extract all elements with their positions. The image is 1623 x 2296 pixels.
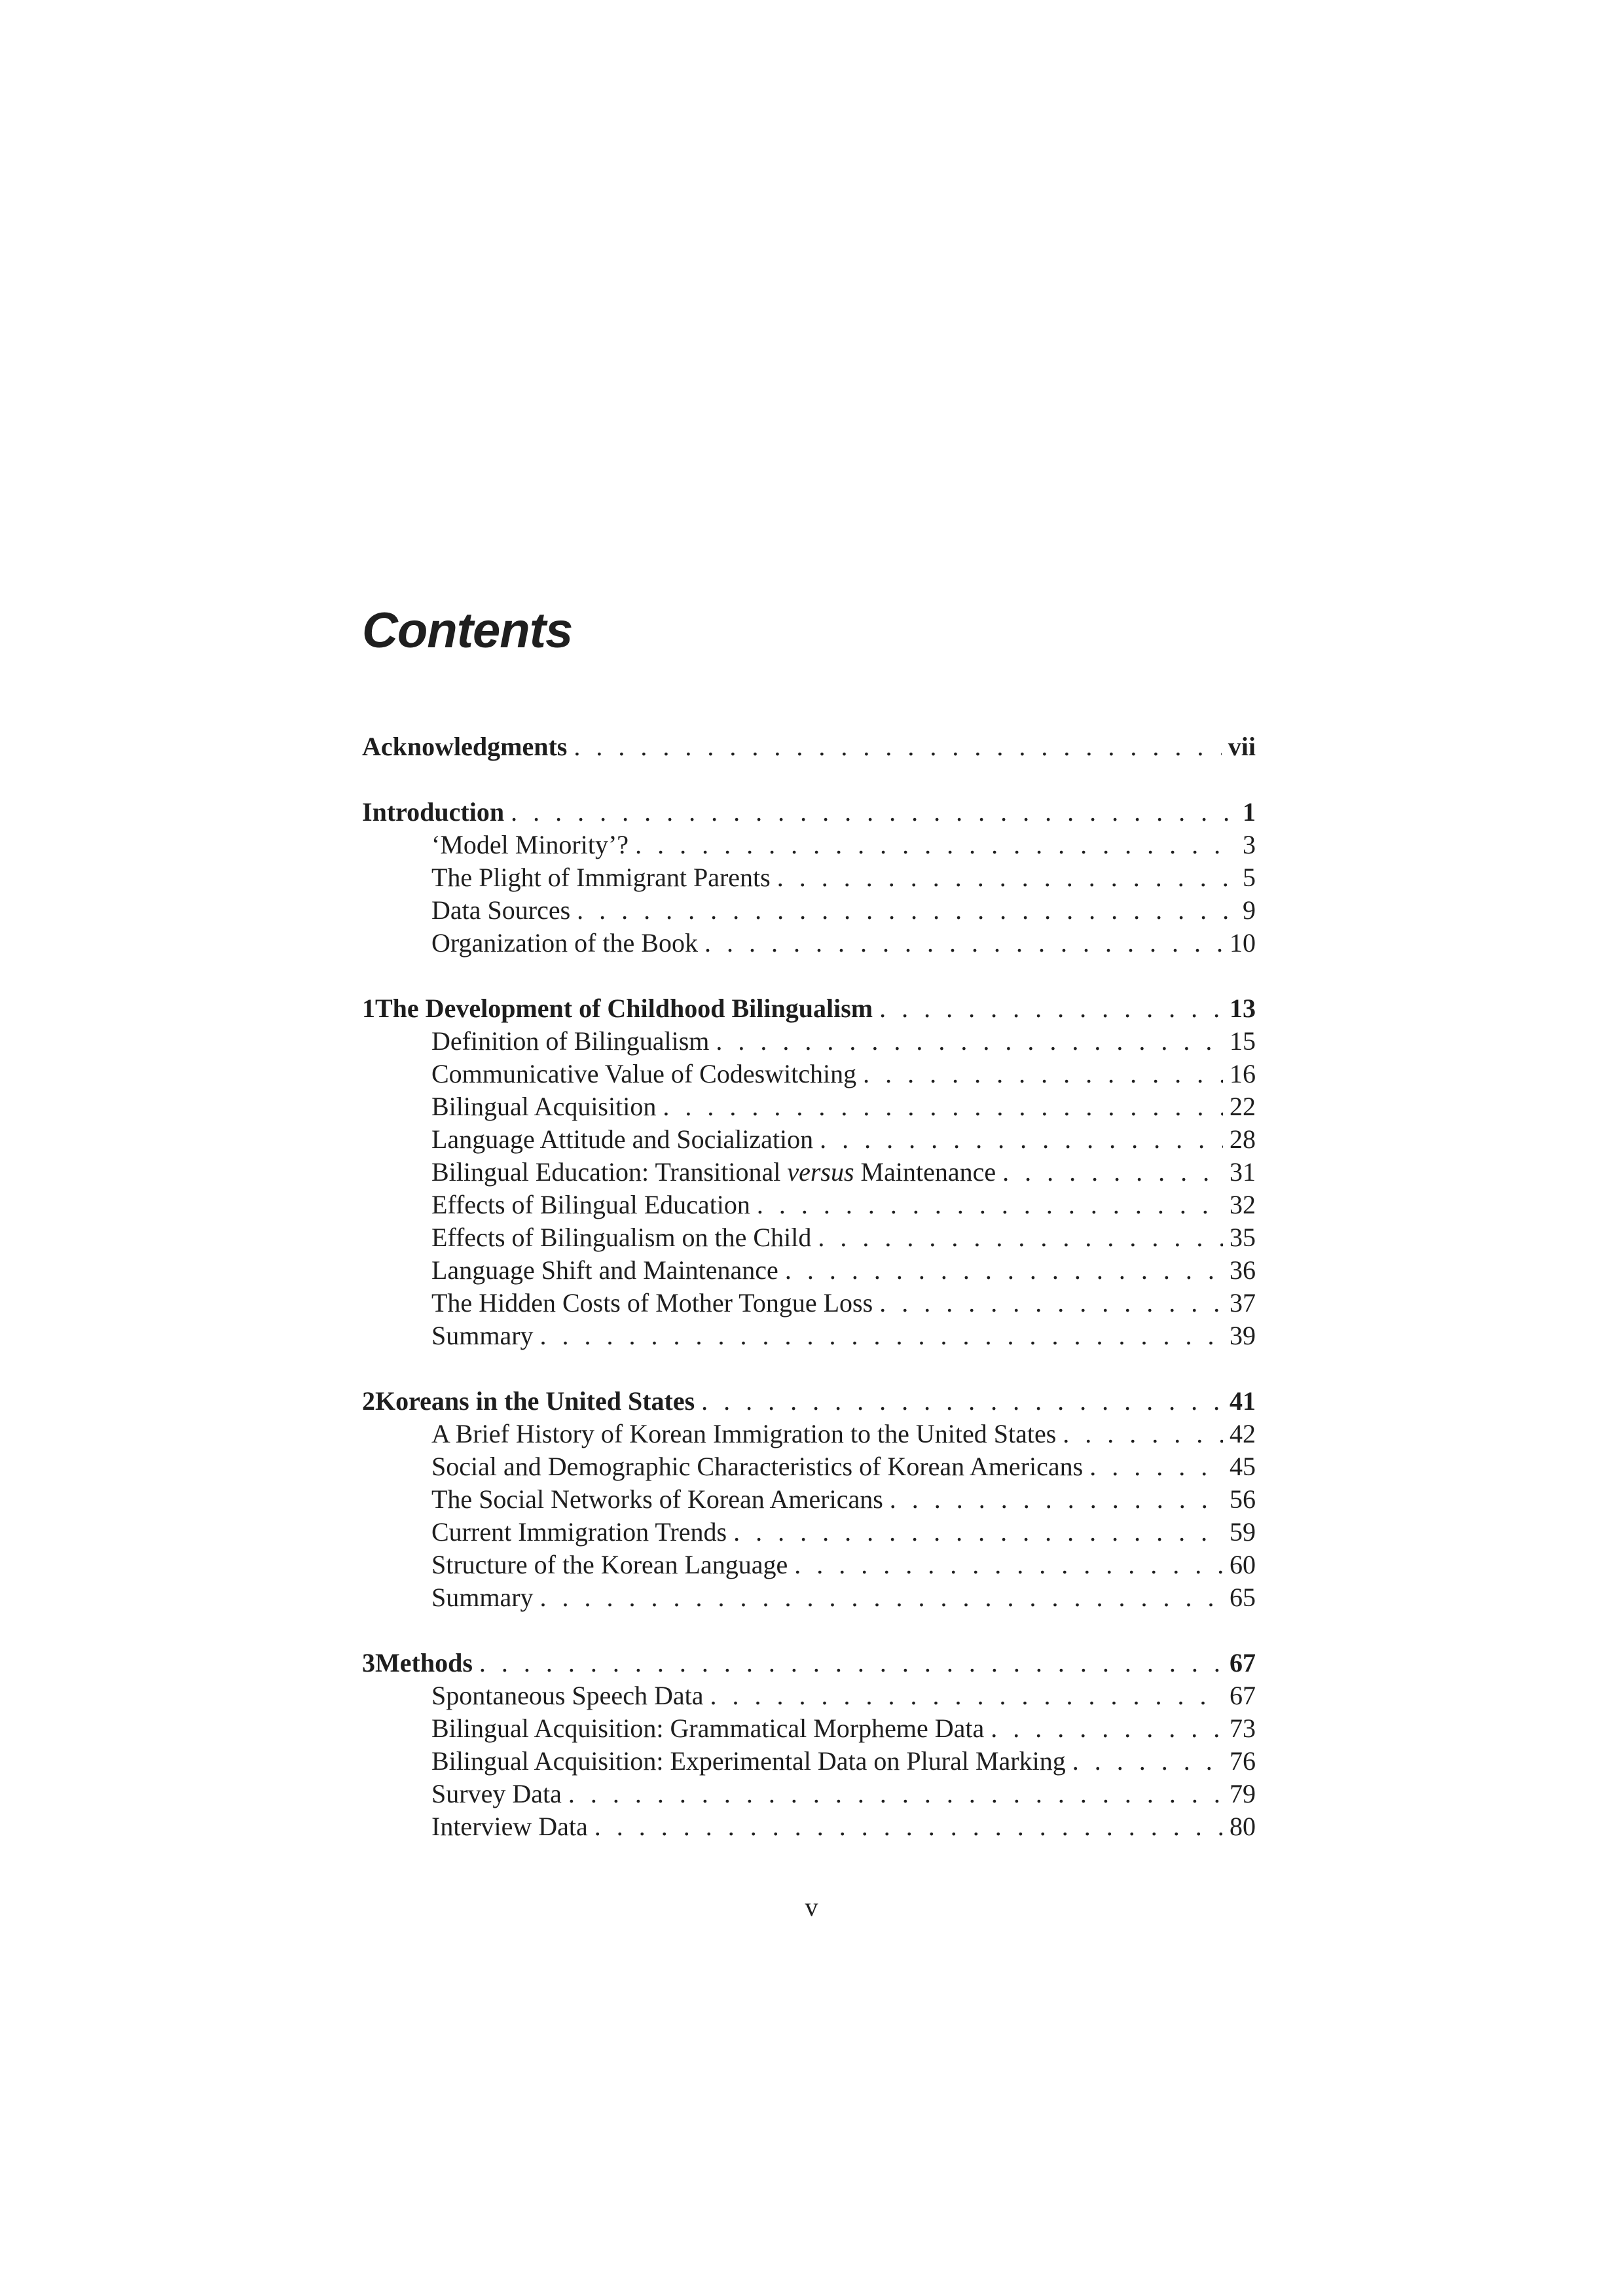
toc-group-chapter-2 — [362, 1385, 1256, 1614]
toc-section-page: 59 — [1230, 1517, 1256, 1547]
dot-leader — [1063, 1418, 1223, 1450]
toc-section[interactable] — [362, 1549, 1256, 1581]
toc-group-acknowledgments — [362, 730, 1256, 763]
toc-section-title: Summary — [431, 1583, 534, 1612]
dot-leader — [785, 1254, 1223, 1287]
toc-section-page: 36 — [1230, 1255, 1256, 1285]
toc-section[interactable] — [362, 1483, 1256, 1516]
toc-section-title: Survey Data — [431, 1779, 562, 1808]
toc-section-page: 15 — [1230, 1026, 1256, 1056]
dot-leader — [1002, 1156, 1223, 1189]
toc-section-page: 28 — [1230, 1124, 1256, 1154]
toc-entry-page: 13 — [1230, 994, 1256, 1023]
toc-section[interactable] — [362, 1810, 1256, 1843]
toc-section-title: The Hidden Costs of Mother Tongue Loss — [431, 1288, 873, 1318]
toc-entry-page: 1 — [1243, 797, 1256, 827]
toc-section-title: Bilingual Acquisition: Experimental Data on Plural Marking — [431, 1746, 1066, 1776]
toc-entry-chapter-3[interactable] — [362, 1647, 1256, 1679]
toc-section-page: 16 — [1230, 1059, 1256, 1088]
dot-leader — [757, 1189, 1223, 1221]
toc-section-page: 9 — [1243, 895, 1256, 925]
toc-section-title: Effects of Bilingual Education — [431, 1190, 750, 1219]
toc-section-page: 31 — [1230, 1157, 1256, 1187]
toc-section-title: Bilingual Acquisition: Grammatical Morpheme Data — [431, 1713, 985, 1743]
title-part: Maintenance — [854, 1157, 996, 1187]
toc-group-introduction — [362, 796, 1256, 960]
dot-leader — [1072, 1745, 1223, 1778]
toc-section-title: Organization of the Book — [431, 928, 698, 958]
toc-entry-title: The Development of Childhood Bilingualism — [375, 994, 873, 1023]
toc-section[interactable] — [362, 1778, 1256, 1810]
toc-section-title: Data Sources — [431, 895, 571, 925]
dot-leader — [704, 927, 1223, 960]
toc-section[interactable] — [362, 1058, 1256, 1090]
dot-leader — [574, 730, 1221, 763]
toc-section-title — [431, 1156, 996, 1189]
toc-section[interactable] — [362, 1679, 1256, 1712]
toc-section-title: The Plight of Immigrant Parents — [431, 863, 771, 892]
dot-leader — [820, 1123, 1223, 1156]
toc-entry-title: Methods — [375, 1648, 473, 1677]
toc-section-page: 73 — [1230, 1713, 1256, 1743]
toc-entry-title: Koreans in the United States — [375, 1386, 695, 1416]
dot-leader — [716, 1025, 1223, 1058]
dot-leader — [577, 894, 1236, 927]
toc-section-title: Effects of Bilingualism on the Child — [431, 1223, 812, 1252]
dot-leader — [701, 1385, 1223, 1418]
toc-section[interactable] — [362, 1745, 1256, 1778]
toc-section-page: 67 — [1230, 1681, 1256, 1710]
toc-section[interactable] — [362, 1712, 1256, 1745]
dot-leader — [1089, 1450, 1223, 1483]
toc-section-title: Language Shift and Maintenance — [431, 1255, 778, 1285]
toc-section-page: 35 — [1230, 1223, 1256, 1252]
toc-section-title: Spontaneous Speech Data — [431, 1681, 704, 1710]
chapter-number: 3 — [362, 1648, 375, 1677]
toc-section-title: Current Immigration Trends — [431, 1517, 727, 1547]
toc-section[interactable] — [362, 1581, 1256, 1614]
dot-leader — [879, 1287, 1223, 1319]
dot-leader — [991, 1712, 1223, 1745]
toc-section-page: 3 — [1243, 830, 1256, 859]
dot-leader — [635, 829, 1236, 861]
toc-section-title: Structure of the Korean Language — [431, 1550, 788, 1579]
chapter-number: 2 — [362, 1386, 375, 1416]
toc-section-page: 10 — [1230, 928, 1256, 958]
toc-section-page: 22 — [1230, 1092, 1256, 1121]
toc-section[interactable] — [362, 861, 1256, 894]
toc-section-title: Summary — [431, 1321, 534, 1350]
toc-section-page: 56 — [1230, 1484, 1256, 1514]
toc-section[interactable] — [362, 1025, 1256, 1058]
toc-section[interactable] — [362, 1189, 1256, 1221]
toc-entry-page: 41 — [1230, 1386, 1256, 1416]
toc-entry-acknowledgments[interactable] — [362, 730, 1256, 763]
toc-section-title: Interview Data — [431, 1812, 588, 1841]
dot-leader — [777, 861, 1236, 894]
toc-section[interactable] — [362, 1156, 1256, 1189]
toc-group-chapter-3 — [362, 1647, 1256, 1843]
toc-entry-title: Introduction — [362, 797, 505, 827]
toc-section-page: 60 — [1230, 1550, 1256, 1579]
dot-leader — [863, 1058, 1223, 1090]
toc-section-page: 80 — [1230, 1812, 1256, 1841]
dot-leader — [818, 1221, 1223, 1254]
toc-group-chapter-1 — [362, 992, 1256, 1352]
toc-section-page: 45 — [1230, 1452, 1256, 1481]
toc-section-page: 42 — [1230, 1419, 1256, 1448]
dot-leader — [594, 1810, 1223, 1843]
toc-section-page: 76 — [1230, 1746, 1256, 1776]
toc-section[interactable] — [362, 1287, 1256, 1319]
toc-section[interactable] — [362, 829, 1256, 861]
dot-leader — [710, 1679, 1223, 1712]
toc-entry-title: Acknowledgments — [362, 732, 568, 761]
toc-section-title: Social and Demographic Characteristics of Korean Americans — [431, 1452, 1084, 1481]
dot-leader — [511, 796, 1236, 829]
toc-entry-page: vii — [1228, 732, 1256, 761]
title-part: Bilingual Education: Transitional — [431, 1157, 788, 1187]
chapter-number: 1 — [362, 994, 375, 1023]
dot-leader — [879, 992, 1223, 1025]
toc-entry-chapter-2[interactable] — [362, 1385, 1256, 1418]
toc-section-page: 39 — [1230, 1321, 1256, 1350]
toc-section-title: ‘Model Minority’? — [431, 830, 629, 859]
toc-section-title: Communicative Value of Codeswitching — [431, 1059, 857, 1088]
toc-section-page: 37 — [1230, 1288, 1256, 1318]
toc-section-page: 32 — [1230, 1190, 1256, 1219]
toc-section[interactable] — [362, 927, 1256, 960]
toc-section-page: 79 — [1230, 1779, 1256, 1808]
toc-section[interactable] — [362, 1450, 1256, 1483]
toc-section[interactable] — [362, 894, 1256, 927]
toc-section[interactable] — [362, 1418, 1256, 1450]
toc-section-page: 5 — [1243, 863, 1256, 892]
dot-leader — [479, 1647, 1223, 1679]
toc-section-page: 65 — [1230, 1583, 1256, 1612]
toc-section-title: A Brief History of Korean Immigration to the United States — [431, 1419, 1057, 1448]
toc-entry-introduction[interactable] — [362, 796, 1256, 829]
toc-section-title: Bilingual Acquisition — [431, 1092, 657, 1121]
dot-leader — [890, 1483, 1223, 1516]
toc-section[interactable] — [362, 1254, 1256, 1287]
page-title: Contents — [362, 603, 573, 658]
dot-leader — [540, 1319, 1223, 1352]
toc-section[interactable] — [362, 1221, 1256, 1254]
dot-leader — [733, 1516, 1223, 1549]
toc-entry-chapter-1[interactable] — [362, 992, 1256, 1025]
dot-leader — [540, 1581, 1223, 1614]
dot-leader — [663, 1090, 1223, 1123]
toc-section[interactable] — [362, 1516, 1256, 1549]
dot-leader — [794, 1549, 1223, 1581]
title-italic: versus — [787, 1157, 854, 1187]
page-number: v — [805, 1892, 818, 1922]
toc-section[interactable] — [362, 1123, 1256, 1156]
dot-leader — [568, 1778, 1223, 1810]
table-of-contents — [362, 730, 1256, 1876]
toc-section-title: The Social Networks of Korean Americans — [431, 1484, 883, 1514]
toc-section-title: Definition of Bilingualism — [431, 1026, 710, 1056]
toc-entry-page: 67 — [1230, 1648, 1256, 1677]
toc-section[interactable] — [362, 1319, 1256, 1352]
toc-section-title: Language Attitude and Socialization — [431, 1124, 814, 1154]
toc-section[interactable] — [362, 1090, 1256, 1123]
